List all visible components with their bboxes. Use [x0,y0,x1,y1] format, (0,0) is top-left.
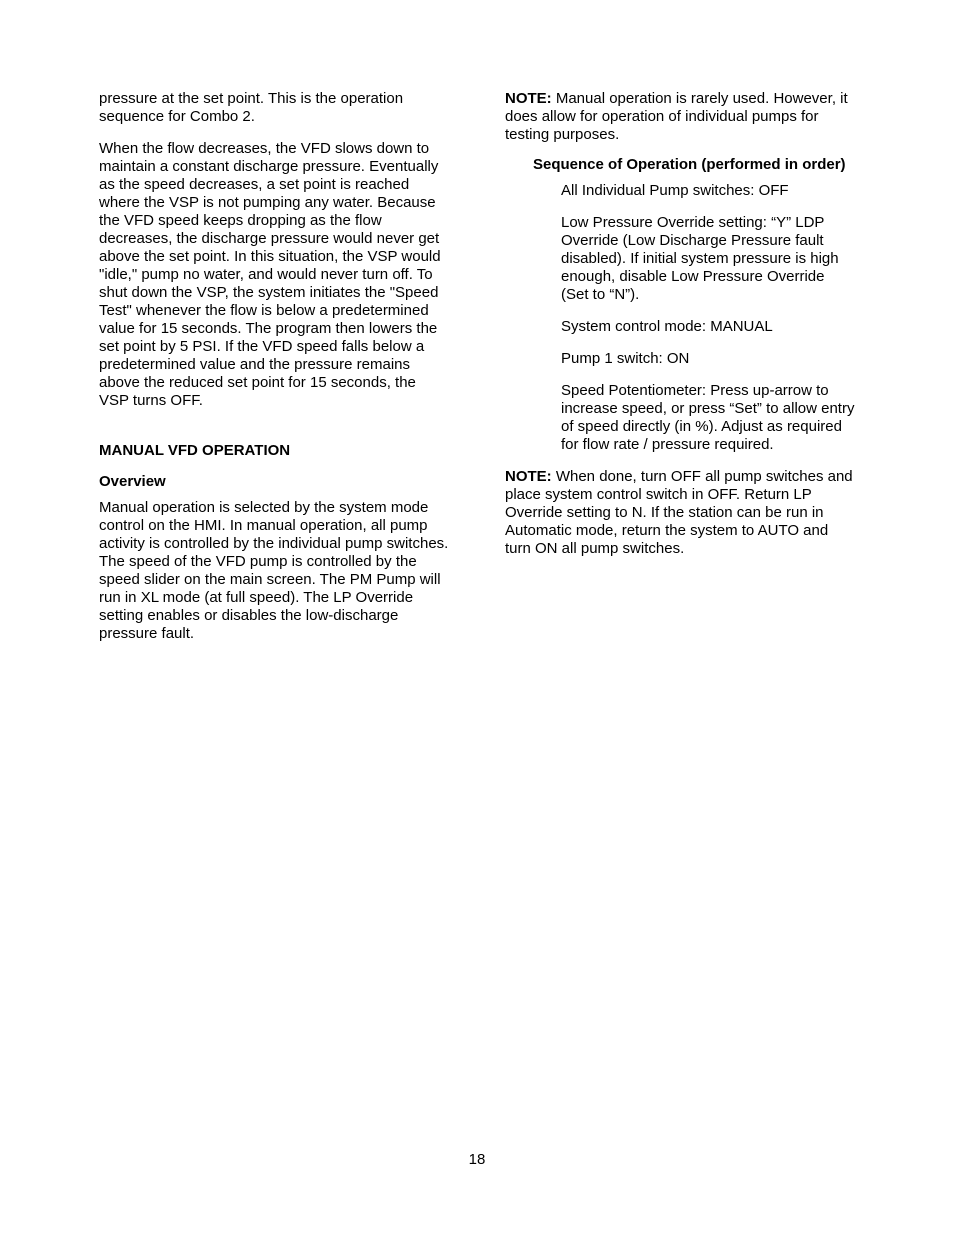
step: Speed Potentiometer: Press up-arrow to increase speed, or press “Set” to allow entry of speed directly (in %). Adjust as required for flow rate / pressure required. [561,382,855,453]
note-label: NOTE: [505,90,552,107]
section-heading: MANUAL VFD OPERATION [99,442,291,459]
step: All Individual Pump switches: OFF [561,182,789,199]
left-column [99,90,449,643]
note-label: NOTE: [505,468,552,485]
step: Pump 1 switch: ON [561,350,690,367]
step: Low Pressure Override setting: “Y” LDP Override (Low Discharge Pressure fault disabled). If initial system pressure is high enough, disable Low Pressure Override (Set to “N”). [561,214,839,303]
note [505,90,855,144]
step: System control mode: MANUAL [561,318,773,335]
note-text: When done, turn OFF all pump switches and place system control switch in OFF. Return LP Override setting to N. If the station can be run in Automatic mode, return the system to AUTO and turn ON all pump switches. [505,468,853,557]
right-column [505,90,855,558]
note [505,468,855,558]
paragraph: Manual operation is selected by the system mode control on the HMI. In manual operation, all pump activity is controlled by the individual pump switches. The speed of the VFD pump is controlled by the speed slider on the main screen. The PM Pump will run in XL mode (at full speed). The LP Override setting enables or disables the low-discharge pressure fault. [99,499,449,642]
note-text: Manual operation is rarely used. However, it does allow for operation of individual pumps for testing purposes. [505,90,848,143]
subheading: Overview [99,473,166,490]
page-number: 18 [468,1151,486,1168]
paragraph: When the flow decreases, the VFD slows down to maintain a constant discharge pressure. Eventually as the speed decreases, a set point is reached where the VSP is not pumping any water. Because the VFD speed keeps dropping as the flow decreases, the discharge pressure would never get above the set point. In this situation, the VSP would "idle," pump no water, and would never turn off. To shut down the VSP, the system initiates the "Speed Test" whenever the flow is below a predetermined value for 15 seconds. The program then lowers the set point by 5 PSI. If the VFD speed falls below a predetermined value and the pressure remains above the reduced set point for 15 seconds, the VSP turns OFF. [99,140,441,409]
paragraph: pressure at the set point. This is the operation sequence for Combo 2. [99,90,404,125]
sequence-title: Sequence of Operation (performed in order) [533,156,846,173]
